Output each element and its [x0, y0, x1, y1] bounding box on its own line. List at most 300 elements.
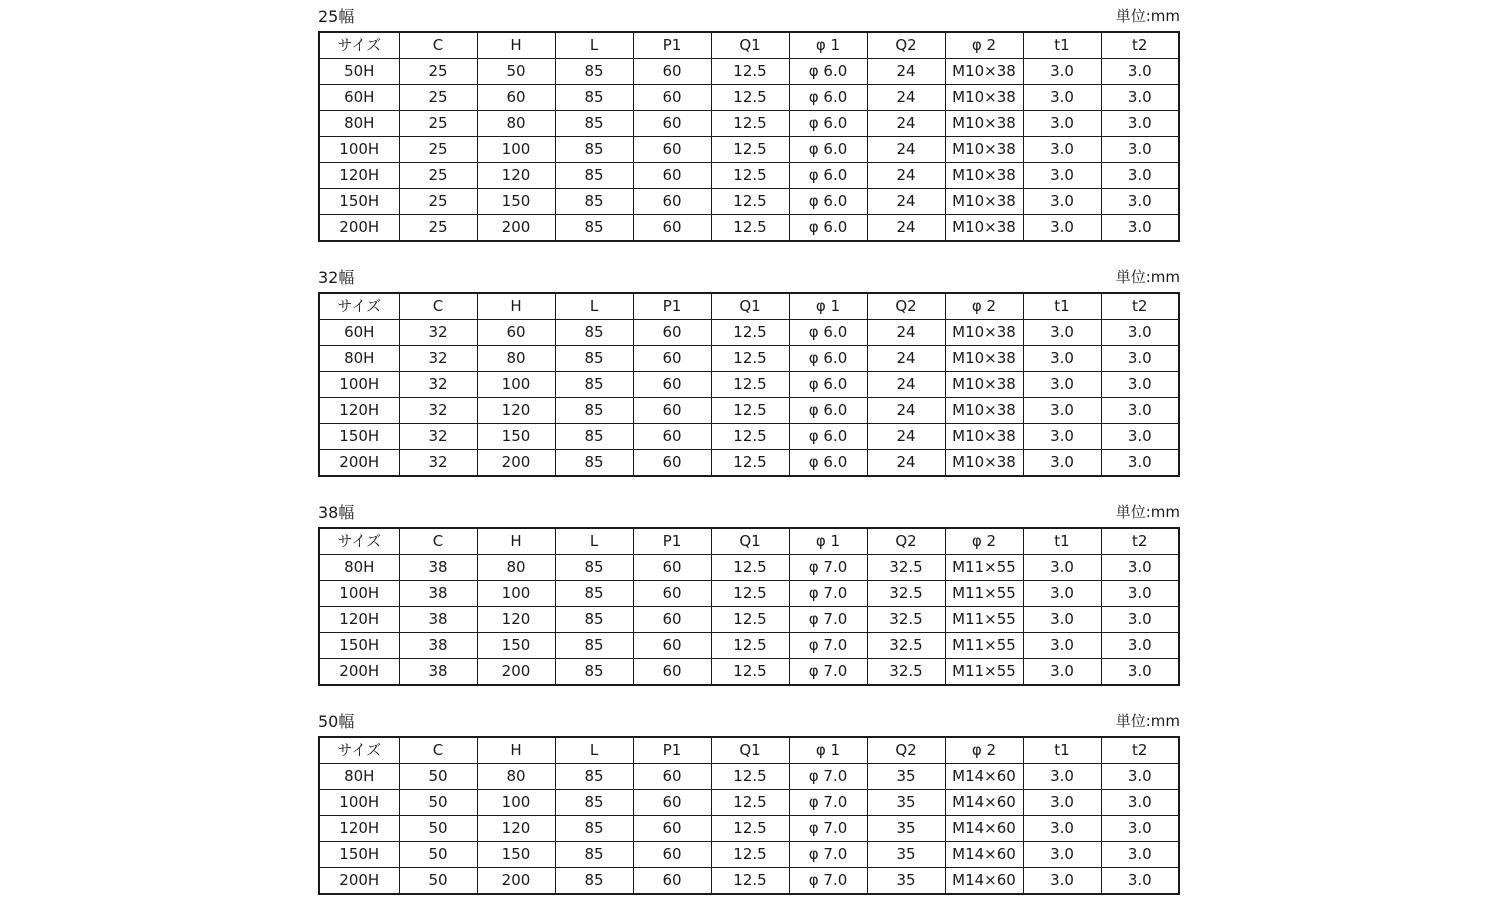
cell: 100H: [319, 372, 399, 398]
cell: 32.5: [867, 633, 945, 659]
cell: 32: [399, 346, 477, 372]
cell: 24: [867, 137, 945, 163]
spec-table: [318, 527, 1180, 686]
cell: 80: [477, 764, 555, 790]
cell: 85: [555, 868, 633, 895]
cell: 80H: [319, 346, 399, 372]
table-row: [319, 111, 1179, 137]
cell: 3.0: [1101, 659, 1179, 686]
cell: 60: [633, 59, 711, 85]
cell: M10×38: [945, 215, 1023, 242]
table-row: [319, 163, 1179, 189]
cell: 100H: [319, 137, 399, 163]
column-header: t2: [1101, 293, 1179, 320]
spec-table-section: [318, 268, 1180, 477]
cell: φ 6.0: [789, 398, 867, 424]
section-header: [318, 503, 1180, 522]
column-header: L: [555, 737, 633, 764]
column-header: t2: [1101, 737, 1179, 764]
cell: 32: [399, 398, 477, 424]
column-header: H: [477, 528, 555, 555]
cell: 3.0: [1023, 581, 1101, 607]
cell: 35: [867, 764, 945, 790]
cell: 60: [633, 137, 711, 163]
table-row: [319, 398, 1179, 424]
table-body: [319, 764, 1179, 895]
cell: M11×55: [945, 607, 1023, 633]
cell: 24: [867, 111, 945, 137]
cell: 60: [633, 163, 711, 189]
cell: 150H: [319, 842, 399, 868]
cell: M10×38: [945, 137, 1023, 163]
table-row: [319, 764, 1179, 790]
cell: 25: [399, 163, 477, 189]
tables-container: [318, 0, 1180, 895]
cell: M14×60: [945, 842, 1023, 868]
cell: 60: [633, 424, 711, 450]
cell: M11×55: [945, 659, 1023, 686]
cell: 38: [399, 633, 477, 659]
cell: 85: [555, 163, 633, 189]
cell: 3.0: [1023, 659, 1101, 686]
column-header: C: [399, 32, 477, 59]
column-header: φ 2: [945, 32, 1023, 59]
table-row: [319, 581, 1179, 607]
column-header: L: [555, 528, 633, 555]
cell: φ 7.0: [789, 764, 867, 790]
cell: 3.0: [1101, 398, 1179, 424]
column-header: C: [399, 293, 477, 320]
cell: 32.5: [867, 581, 945, 607]
column-header: t1: [1023, 293, 1101, 320]
cell: 38: [399, 581, 477, 607]
cell: 3.0: [1101, 320, 1179, 346]
cell: φ 6.0: [789, 189, 867, 215]
cell: 3.0: [1101, 607, 1179, 633]
cell: 3.0: [1023, 346, 1101, 372]
cell: 60: [633, 85, 711, 111]
spec-table-section: [318, 712, 1180, 895]
cell: 3.0: [1101, 346, 1179, 372]
table-row: [319, 842, 1179, 868]
cell: 12.5: [711, 163, 789, 189]
cell: 85: [555, 633, 633, 659]
cell: 200: [477, 868, 555, 895]
cell: 60H: [319, 85, 399, 111]
cell: 60H: [319, 320, 399, 346]
cell: 80H: [319, 764, 399, 790]
cell: 85: [555, 398, 633, 424]
cell: 200H: [319, 659, 399, 686]
cell: 120: [477, 398, 555, 424]
unit-label: 単位:mm: [1115, 268, 1180, 286]
column-header: Q1: [711, 528, 789, 555]
cell: 24: [867, 398, 945, 424]
cell: M11×55: [945, 555, 1023, 581]
cell: 3.0: [1023, 111, 1101, 137]
column-header: t1: [1023, 737, 1101, 764]
cell: M14×60: [945, 764, 1023, 790]
cell: 24: [867, 450, 945, 477]
cell: 3.0: [1101, 137, 1179, 163]
column-header: t1: [1023, 528, 1101, 555]
cell: 150H: [319, 424, 399, 450]
unit-label: 単位:mm: [1115, 503, 1180, 521]
cell: φ 6.0: [789, 85, 867, 111]
cell: 3.0: [1101, 215, 1179, 242]
cell: M10×38: [945, 111, 1023, 137]
cell: 200: [477, 215, 555, 242]
cell: 3.0: [1023, 398, 1101, 424]
cell: 12.5: [711, 450, 789, 477]
cell: 85: [555, 790, 633, 816]
cell: 38: [399, 659, 477, 686]
cell: φ 7.0: [789, 581, 867, 607]
cell: 25: [399, 111, 477, 137]
cell: M14×60: [945, 816, 1023, 842]
cell: M10×38: [945, 372, 1023, 398]
cell: 50: [399, 816, 477, 842]
cell: 12.5: [711, 372, 789, 398]
cell: φ 7.0: [789, 659, 867, 686]
column-header: Q2: [867, 32, 945, 59]
table-row: [319, 424, 1179, 450]
cell: 3.0: [1023, 790, 1101, 816]
column-header: P1: [633, 32, 711, 59]
cell: 3.0: [1101, 111, 1179, 137]
cell: 12.5: [711, 868, 789, 895]
cell: 60: [633, 372, 711, 398]
column-header: φ 1: [789, 293, 867, 320]
cell: 3.0: [1023, 450, 1101, 477]
cell: 3.0: [1023, 215, 1101, 242]
cell: φ 6.0: [789, 424, 867, 450]
column-header: サイズ: [319, 737, 399, 764]
cell: 12.5: [711, 111, 789, 137]
cell: 3.0: [1023, 607, 1101, 633]
table-body: [319, 555, 1179, 686]
cell: 120: [477, 816, 555, 842]
cell: 32.5: [867, 659, 945, 686]
cell: 3.0: [1101, 189, 1179, 215]
cell: 100: [477, 581, 555, 607]
cell: 12.5: [711, 424, 789, 450]
cell: M10×38: [945, 450, 1023, 477]
column-header: H: [477, 32, 555, 59]
column-header: φ 2: [945, 293, 1023, 320]
column-header: L: [555, 32, 633, 59]
cell: 150H: [319, 189, 399, 215]
table-row: [319, 85, 1179, 111]
column-header: φ 1: [789, 528, 867, 555]
cell: 150: [477, 424, 555, 450]
table-title: 50幅: [318, 712, 355, 731]
cell: 12.5: [711, 137, 789, 163]
cell: 12.5: [711, 346, 789, 372]
cell: 200: [477, 659, 555, 686]
cell: 12.5: [711, 555, 789, 581]
column-header: Q2: [867, 737, 945, 764]
cell: 50: [399, 842, 477, 868]
cell: φ 6.0: [789, 215, 867, 242]
cell: 80H: [319, 555, 399, 581]
cell: 32.5: [867, 555, 945, 581]
cell: 12.5: [711, 842, 789, 868]
cell: 3.0: [1101, 842, 1179, 868]
unit-label: 単位:mm: [1115, 7, 1180, 25]
cell: 80: [477, 111, 555, 137]
cell: M14×60: [945, 868, 1023, 895]
cell: 80: [477, 555, 555, 581]
cell: 24: [867, 320, 945, 346]
cell: 50H: [319, 59, 399, 85]
cell: 3.0: [1101, 868, 1179, 895]
column-header: t2: [1101, 528, 1179, 555]
cell: 32: [399, 424, 477, 450]
table-row: [319, 816, 1179, 842]
cell: 35: [867, 816, 945, 842]
cell: 3.0: [1023, 424, 1101, 450]
table-row: [319, 868, 1179, 895]
cell: 85: [555, 137, 633, 163]
column-header: Q1: [711, 293, 789, 320]
cell: 150: [477, 633, 555, 659]
cell: 120: [477, 163, 555, 189]
column-header: Q1: [711, 32, 789, 59]
column-header: サイズ: [319, 528, 399, 555]
cell: M11×55: [945, 633, 1023, 659]
cell: 12.5: [711, 581, 789, 607]
cell: 60: [633, 320, 711, 346]
cell: φ 6.0: [789, 59, 867, 85]
cell: 38: [399, 555, 477, 581]
header-row: [319, 293, 1179, 320]
cell: M10×38: [945, 424, 1023, 450]
cell: 120: [477, 607, 555, 633]
column-header: P1: [633, 528, 711, 555]
cell: M10×38: [945, 346, 1023, 372]
cell: 24: [867, 189, 945, 215]
cell: 3.0: [1023, 59, 1101, 85]
cell: 85: [555, 607, 633, 633]
cell: M14×60: [945, 790, 1023, 816]
cell: 3.0: [1023, 842, 1101, 868]
cell: 24: [867, 163, 945, 189]
cell: 12.5: [711, 607, 789, 633]
cell: φ 7.0: [789, 816, 867, 842]
spec-table-section: [318, 503, 1180, 686]
cell: 3.0: [1101, 790, 1179, 816]
cell: 12.5: [711, 764, 789, 790]
cell: 50: [399, 790, 477, 816]
cell: M10×38: [945, 398, 1023, 424]
cell: 85: [555, 581, 633, 607]
table-body: [319, 59, 1179, 242]
cell: 3.0: [1101, 163, 1179, 189]
cell: M10×38: [945, 59, 1023, 85]
column-header: L: [555, 293, 633, 320]
column-header: φ 1: [789, 737, 867, 764]
section-header: [318, 268, 1180, 287]
cell: 60: [633, 450, 711, 477]
cell: 85: [555, 424, 633, 450]
table-row: [319, 659, 1179, 686]
cell: 60: [633, 633, 711, 659]
cell: 50: [399, 764, 477, 790]
cell: M10×38: [945, 189, 1023, 215]
cell: 12.5: [711, 790, 789, 816]
table-row: [319, 450, 1179, 477]
cell: 50: [399, 868, 477, 895]
header-row: [319, 528, 1179, 555]
column-header: Q2: [867, 528, 945, 555]
cell: 85: [555, 346, 633, 372]
spec-table: [318, 292, 1180, 477]
column-header: P1: [633, 737, 711, 764]
column-header: C: [399, 737, 477, 764]
table-row: [319, 137, 1179, 163]
cell: 100: [477, 137, 555, 163]
cell: 12.5: [711, 59, 789, 85]
cell: 3.0: [1101, 816, 1179, 842]
cell: 85: [555, 816, 633, 842]
cell: 120H: [319, 398, 399, 424]
cell: 50: [477, 59, 555, 85]
column-header: H: [477, 737, 555, 764]
cell: 85: [555, 842, 633, 868]
cell: 85: [555, 59, 633, 85]
cell: 3.0: [1101, 633, 1179, 659]
cell: 3.0: [1023, 85, 1101, 111]
header-row: [319, 737, 1179, 764]
table-row: [319, 215, 1179, 242]
table-row: [319, 346, 1179, 372]
cell: 60: [477, 85, 555, 111]
cell: 85: [555, 764, 633, 790]
cell: 60: [633, 764, 711, 790]
cell: 3.0: [1101, 85, 1179, 111]
cell: 60: [633, 607, 711, 633]
cell: 3.0: [1023, 764, 1101, 790]
cell: 85: [555, 320, 633, 346]
cell: 85: [555, 215, 633, 242]
column-header: φ 2: [945, 737, 1023, 764]
cell: 100H: [319, 790, 399, 816]
cell: φ 6.0: [789, 111, 867, 137]
table-row: [319, 372, 1179, 398]
cell: 12.5: [711, 659, 789, 686]
cell: 3.0: [1023, 163, 1101, 189]
cell: φ 6.0: [789, 346, 867, 372]
cell: 38: [399, 607, 477, 633]
cell: M11×55: [945, 581, 1023, 607]
table-title: 32幅: [318, 268, 355, 287]
cell: φ 6.0: [789, 320, 867, 346]
cell: φ 6.0: [789, 450, 867, 477]
unit-label: 単位:mm: [1115, 712, 1180, 730]
cell: 25: [399, 85, 477, 111]
table-row: [319, 607, 1179, 633]
cell: 32: [399, 372, 477, 398]
cell: 12.5: [711, 816, 789, 842]
cell: 3.0: [1023, 868, 1101, 895]
cell: 85: [555, 111, 633, 137]
column-header: t2: [1101, 32, 1179, 59]
cell: 60: [633, 868, 711, 895]
cell: 85: [555, 450, 633, 477]
cell: 200H: [319, 868, 399, 895]
table-body: [319, 320, 1179, 477]
cell: 120H: [319, 816, 399, 842]
cell: 12.5: [711, 189, 789, 215]
cell: 3.0: [1101, 555, 1179, 581]
cell: 25: [399, 137, 477, 163]
cell: 60: [633, 842, 711, 868]
header-row: [319, 32, 1179, 59]
cell: 60: [633, 790, 711, 816]
cell: 3.0: [1101, 581, 1179, 607]
cell: 3.0: [1023, 633, 1101, 659]
cell: 24: [867, 59, 945, 85]
cell: φ 7.0: [789, 868, 867, 895]
cell: 12.5: [711, 215, 789, 242]
cell: φ 7.0: [789, 633, 867, 659]
column-header: サイズ: [319, 293, 399, 320]
cell: 24: [867, 372, 945, 398]
cell: 3.0: [1023, 137, 1101, 163]
cell: 24: [867, 424, 945, 450]
cell: 80: [477, 346, 555, 372]
cell: 12.5: [711, 633, 789, 659]
cell: 85: [555, 85, 633, 111]
cell: 60: [633, 555, 711, 581]
column-header: P1: [633, 293, 711, 320]
cell: 60: [633, 189, 711, 215]
cell: 24: [867, 215, 945, 242]
cell: 3.0: [1101, 424, 1179, 450]
column-header: C: [399, 528, 477, 555]
cell: 60: [633, 346, 711, 372]
column-header: H: [477, 293, 555, 320]
cell: 60: [477, 320, 555, 346]
cell: M10×38: [945, 85, 1023, 111]
cell: 150H: [319, 633, 399, 659]
cell: 25: [399, 59, 477, 85]
table-row: [319, 555, 1179, 581]
cell: φ 7.0: [789, 790, 867, 816]
cell: 3.0: [1101, 372, 1179, 398]
table-row: [319, 633, 1179, 659]
table-row: [319, 59, 1179, 85]
column-header: t1: [1023, 32, 1101, 59]
cell: 200H: [319, 215, 399, 242]
cell: 12.5: [711, 320, 789, 346]
cell: 60: [633, 398, 711, 424]
cell: 150: [477, 189, 555, 215]
table-row: [319, 189, 1179, 215]
cell: 12.5: [711, 85, 789, 111]
cell: 120H: [319, 163, 399, 189]
table-title: 38幅: [318, 503, 355, 522]
cell: 35: [867, 790, 945, 816]
cell: 60: [633, 111, 711, 137]
cell: 35: [867, 842, 945, 868]
cell: 3.0: [1023, 189, 1101, 215]
cell: 3.0: [1101, 59, 1179, 85]
cell: 60: [633, 215, 711, 242]
cell: 120H: [319, 607, 399, 633]
cell: 150: [477, 842, 555, 868]
